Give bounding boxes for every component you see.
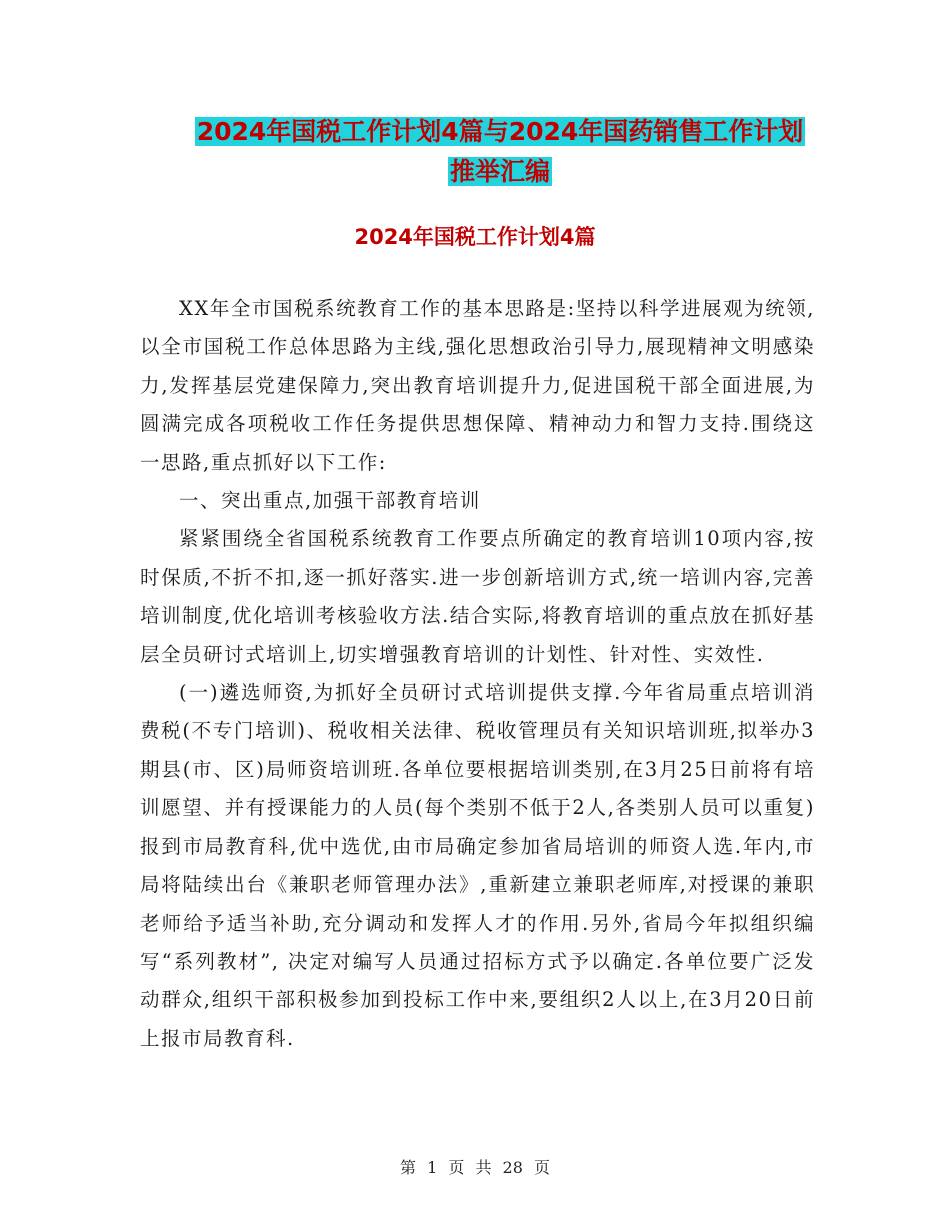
paragraph: 一、突出重点,加强干部教育培训 xyxy=(179,489,481,513)
paragraph: (一)遴选师资,为抓好全员研讨式培训提供支撑.今年省局重点培训消费税(不专门培训)、税收相关法律、税收管理员有关知识培训班,拟举办3期县(市、区)局师资培训班.各单位要根据培训类别,在3月25日前将有培训愿望、并有授课能力的人员(每个类别不低于2人,各类别人员可以重复)报到市局教育科,优中选优,由市局确定参加省局培训的师资人选.年内,市局将陆续出台《兼职老师管理办法》,重新建立兼职老师库,对授课的兼职老师给予适当补助,充分调动和发挥人才的作用.另外,省局今年拟组织编写“系列教材”, 决定对编写人员通过招标方式予以确定.各单位要广泛发动群众,组织干部积极参加到投标工作中来,要组织2人以上,在3月20日前上报市局教育科. xyxy=(140,681,815,1050)
document-title-line-1 xyxy=(140,113,860,151)
title-highlight: 推举汇编 xyxy=(449,157,550,186)
page-footer: 第 1 页 共 28 页 xyxy=(400,1158,550,1177)
paragraph: 紧紧围绕全省国税系统教育工作要点所确定的教育培训10项内容,按时保质,不折不扣,逐一抓好落实.进一步创新培训方式,统一培训内容,完善培训制度,优化培训考核验收方法.结合实际,将教育培训的重点放在抓好基层全员研讨式培训上,切实增强教育培训的计划性、针对性、实效性. xyxy=(140,527,815,666)
paragraph: XX年全市国税系统教育工作的基本思路是:坚持以科学进展观为统领,以全市国税工作总体思路为主线,强化思想政治引导力,展现精神文明感染力,发挥基层党建保障力,突出教育培训提升力,促进国税干部全面进展,为圆满完成各项税收工作任务提供思想保障、精神动力和智力支持.围绕这一思路,重点抓好以下工作: xyxy=(140,297,815,474)
section-title: 2024年国税工作计划4篇 xyxy=(354,225,596,249)
document-title-line-2 xyxy=(140,153,860,191)
document-body xyxy=(140,290,815,1058)
title-highlight: 2024年国税工作计划4篇与2024年国药销售工作计划 xyxy=(196,117,804,146)
